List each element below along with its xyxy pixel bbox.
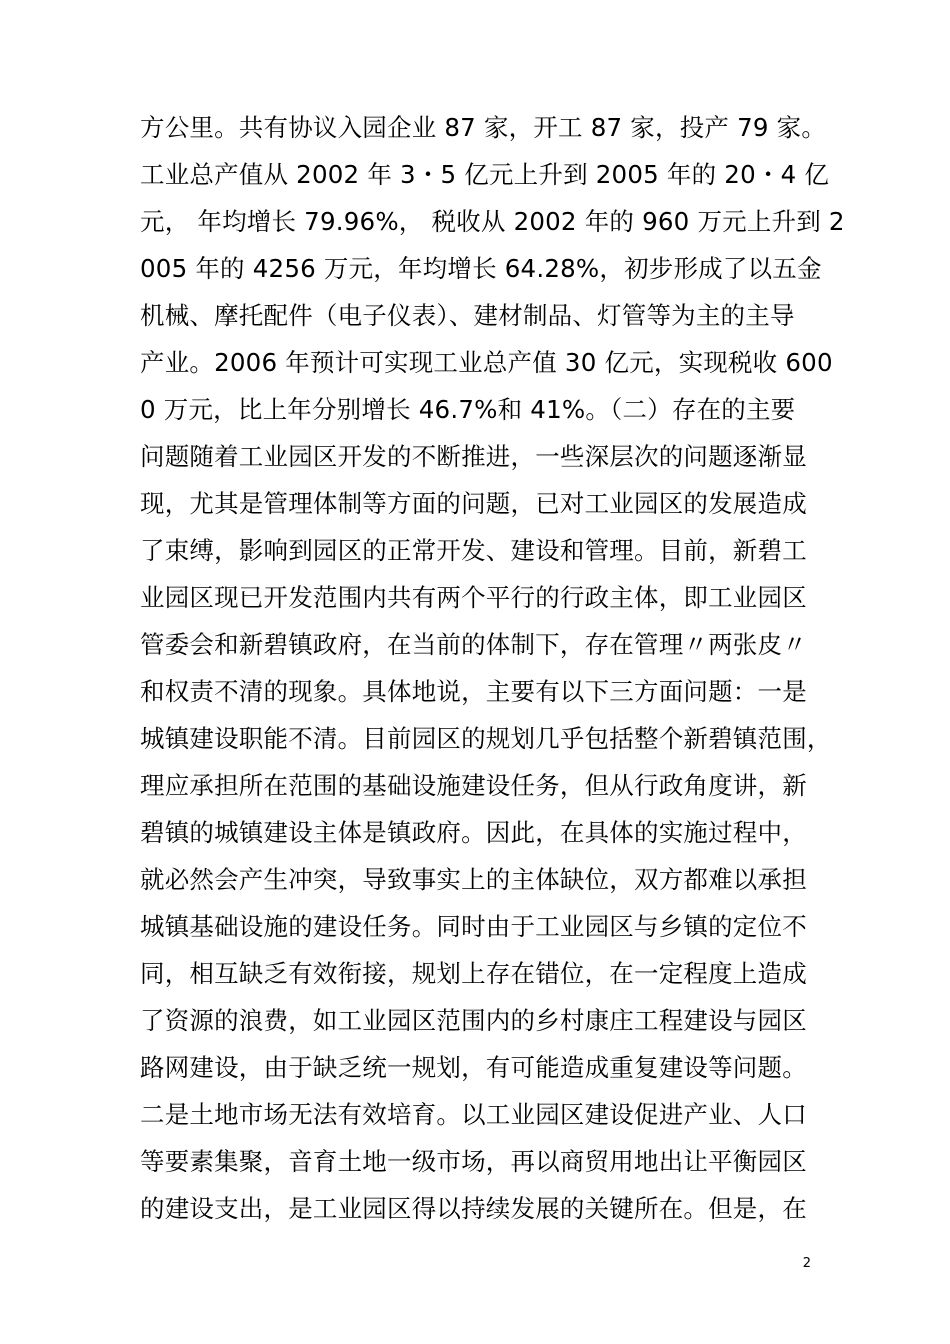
- text-line: 机械、摩托配件（电子仪表）、建材制品、灯管等为主的主导: [140, 301, 795, 330]
- text-line: 005 年的 4256 万元，年均增长 64.28%，初步形成了以五金: [140, 254, 822, 283]
- text-line: 和权责不清的现象。具体地说，主要有以下三方面问题：一是: [140, 677, 807, 706]
- text-line: 问题随着工业园区开发的不断推进，一些深层次的问题逐渐显: [140, 442, 807, 471]
- text-line: 了资源的浪费，如工业园区范围内的乡村康庄工程建设与园区: [140, 1006, 807, 1035]
- text-line: 城镇基础设施的建设任务。同时由于工业园区与乡镇的定位不: [140, 912, 807, 941]
- text-line: 0 万元，比上年分别增长 46.7%和 41%。（二）存在的主要: [140, 395, 796, 424]
- text-line: 现，尤其是管理体制等方面的问题，已对工业园区的发展造成: [140, 489, 807, 518]
- text-line: 同，相互缺乏有效衔接，规划上存在错位，在一定程度上造成: [140, 959, 807, 988]
- text-line: 路网建设，由于缺乏统一规划，有可能造成重复建设等问题。: [140, 1053, 807, 1082]
- text-line: 碧镇的城镇建设主体是镇政府。因此，在具体的实施过程中，: [140, 818, 807, 847]
- text-line: 就必然会产生冲突，导致事实上的主体缺位，双方都难以承担: [140, 865, 807, 894]
- text-line: 等要素集聚，音育土地一级市场，再以商贸用地出让平衡园区: [140, 1147, 807, 1176]
- text-line: 了束缚，影响到园区的正常开发、建设和管理。目前，新碧工: [140, 536, 807, 565]
- text-line: 元， 年均增长 79.96%， 税收从 2002 年的 960 万元上升到 2: [140, 207, 845, 236]
- text-line: 的建设支出，是工业园区得以持续发展的关键所在。但是，在: [140, 1194, 807, 1223]
- page-number: 2: [802, 1256, 811, 1271]
- text-line: 工业总产值从 2002 年 3・5 亿元上升到 2005 年的 20・4 亿: [140, 160, 830, 189]
- text-line: 方公里。共有协议入园企业 87 家，开工 87 家，投产 79 家。: [140, 113, 827, 142]
- text-line: 业园区现已开发范围内共有两个平行的行政主体，即工业园区: [140, 583, 807, 612]
- text-line: 理应承担所在范围的基础设施建设任务，但从行政角度讲，新: [140, 771, 807, 800]
- text-line: 产业。2006 年预计可实现工业总产值 30 亿元，实现税收 600: [140, 348, 833, 377]
- text-line: 城镇建设职能不清。目前园区的规划几乎包括整个新碧镇范围，: [140, 724, 832, 753]
- text-line: 二是土地市场无法有效培育。以工业园区建设促进产业、人口: [140, 1100, 807, 1129]
- text-line: 管委会和新碧镇政府，在当前的体制下，存在管理〃两张皮〃: [140, 630, 807, 659]
- body-text: [140, 104, 845, 1232]
